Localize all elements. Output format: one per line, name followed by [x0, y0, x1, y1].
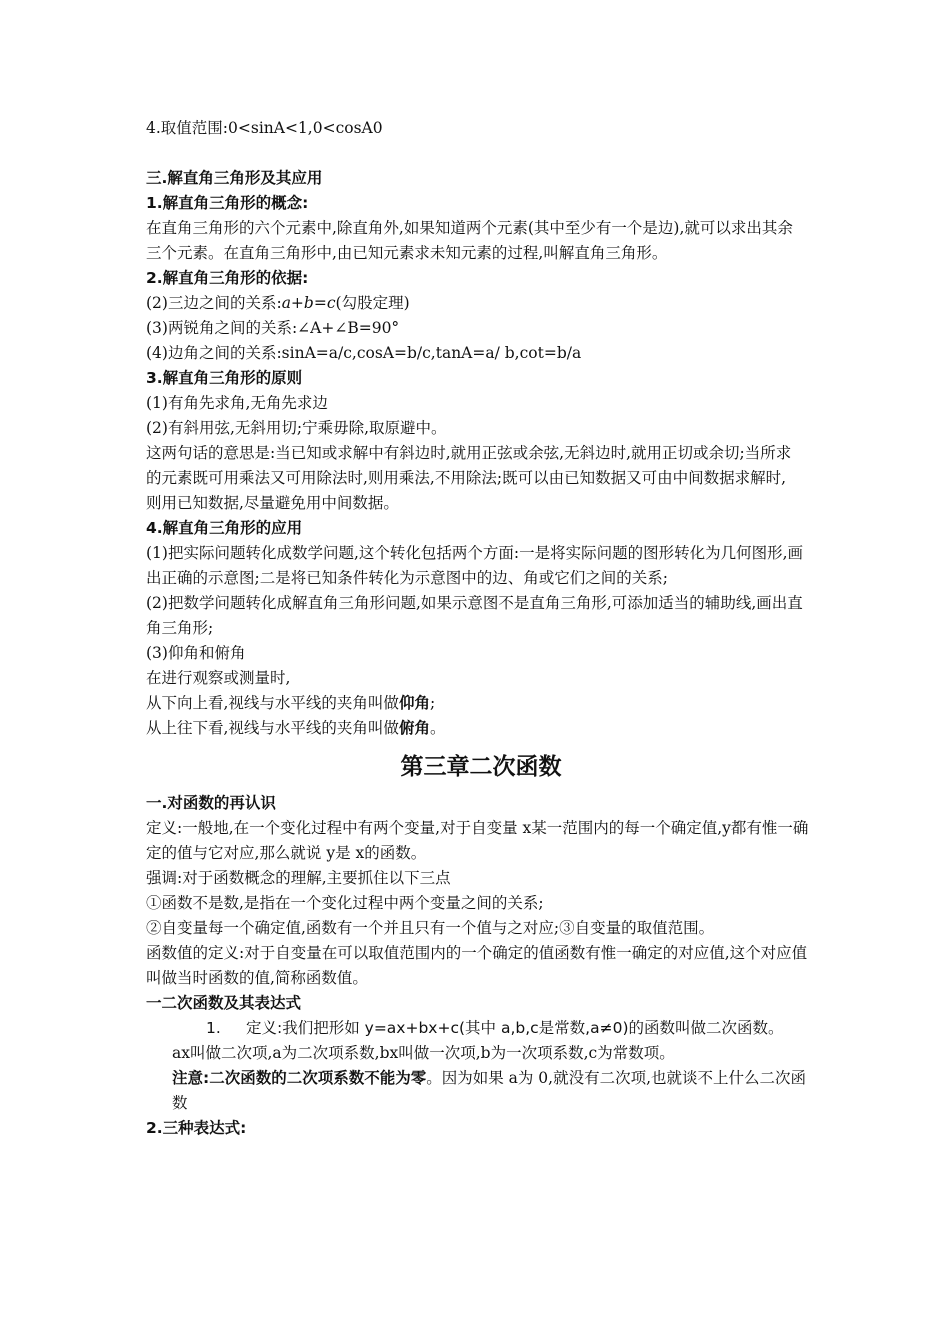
list-item: [146, 1016, 816, 1041]
blank-line: [146, 141, 816, 166]
paragraph: 定义:一般地,在一个变化过程中有两个变量,对于自变量 x某一范围内的每一个确定值,y都有惟一确定的值与它对应,那么就说 y是 x的函数。: [146, 819, 809, 862]
text-segment: 定义:我们把形如 y=ax+bx+c(其中 a,b,c是常数,a≠0)的函数叫做二次函数。: [246, 1019, 784, 1037]
paragraph: 强调:对于函数概念的理解,主要抓住以下三点: [146, 869, 451, 887]
list-number: 1.: [206, 1019, 221, 1037]
bold-term: 仰角: [398, 694, 430, 712]
paragraph: (1)把实际问题转化成数学问题,这个转化包括两个方面:一是将实际问题的图形转化为几何图形,画出正确的示意图;二是将已知条件转化为示意图中的边、角或它们之间的关系;: [146, 544, 804, 587]
paragraph: (4)边角之间的关系:sinA=a/c,cosA=b/c,tanA=a/ b,cot=b/a: [146, 344, 582, 362]
range-line: 4.取值范围:0<sinA<1,0<cosA0: [146, 119, 383, 137]
text-segment: (勾股定理): [335, 294, 410, 312]
paragraph: [146, 691, 816, 716]
paragraph: 在进行观察或测量时,: [146, 669, 291, 687]
text-segment: 从上往下看,视线与水平线的夹角叫做: [146, 719, 399, 737]
paragraph: 在直角三角形的六个元素中,除直角外,如果知道两个元素(其中至少有一个是边),就可以求出其余三个元素。在直角三角形中,由已知元素求未知元素的过程,叫解直角三角形。: [146, 219, 793, 262]
paragraph: (2)把数学问题转化成解直角三角形问题,如果示意图不是直角三角形,可添加适当的辅助线,画出直角三角形;: [146, 594, 803, 637]
section-title: 一二次函数及其表达式: [146, 994, 302, 1012]
paragraph: (3)仰角和俯角: [146, 644, 246, 662]
paragraph: (2)有斜用弦,无斜用切;宁乘毋除,取原避中。: [146, 419, 447, 437]
paragraph: 函数值的定义:对于自变量在可以取值范围内的一个确定的值函数有惟一确定的对应值,这个对应值叫做当时函数的值,简称函数值。: [146, 944, 808, 987]
text-segment: 从下向上看,视线与水平线的夹角叫做: [146, 694, 399, 712]
paragraph: [146, 1066, 812, 1116]
paragraph: [146, 291, 816, 316]
bold-note: 注意:二次函数的二次项系数不能为零: [172, 1069, 427, 1087]
chapter-title: 第三章二次函数: [400, 754, 562, 780]
text-segment: 。因为如果 a为 0,就没有二次项,也就谈不上什么二次函数: [172, 1069, 807, 1112]
subsection-title: 2.解直角三角形的依据:: [146, 269, 309, 287]
text-segment: ;: [429, 694, 436, 712]
subsection-title: 2.三种表达式:: [146, 1119, 247, 1137]
paragraph: 这两句话的意思是:当已知或求解中有斜边时,就用正弦或余弦,无斜边时,就用正切或余切;当所求的元素既可用乘法又可用除法时,则用乘法,不用除法;既可以由已知数据又可由中间数据求解时,则用已知数据,尽量避免用中间数据。: [146, 444, 792, 512]
subsection-title: 3.解直角三角形的原则: [146, 369, 303, 387]
text-segment: (2)三边之间的关系:: [146, 294, 282, 312]
section-title: 一.对函数的再认识: [146, 794, 276, 812]
formula: a+b=c: [281, 294, 336, 312]
paragraph: [146, 716, 816, 741]
paragraph: ①函数不是数,是指在一个变化过程中两个变量之间的关系;: [146, 894, 544, 912]
paragraph: ②自变量每一个确定值,函数有一个并且只有一个值与之对应;③自变量的取值范围。: [146, 919, 715, 937]
paragraph: (3)两锐角之间的关系:∠A+∠B=90°: [146, 319, 400, 337]
paragraph: (1)有角先求角,无角先求边: [146, 394, 328, 412]
subsection-title: 1.解直角三角形的概念:: [146, 194, 309, 212]
text-segment: 。: [429, 719, 446, 737]
section-title: 三.解直角三角形及其应用: [146, 169, 323, 187]
bold-term: 俯角: [398, 719, 430, 737]
document-page: [146, 112, 816, 1141]
subsection-title: 4.解直角三角形的应用: [146, 519, 303, 537]
paragraph: ax叫做二次项,a为二次项系数,bx叫做一次项,b为一次项系数,c为常数项。: [172, 1044, 675, 1062]
